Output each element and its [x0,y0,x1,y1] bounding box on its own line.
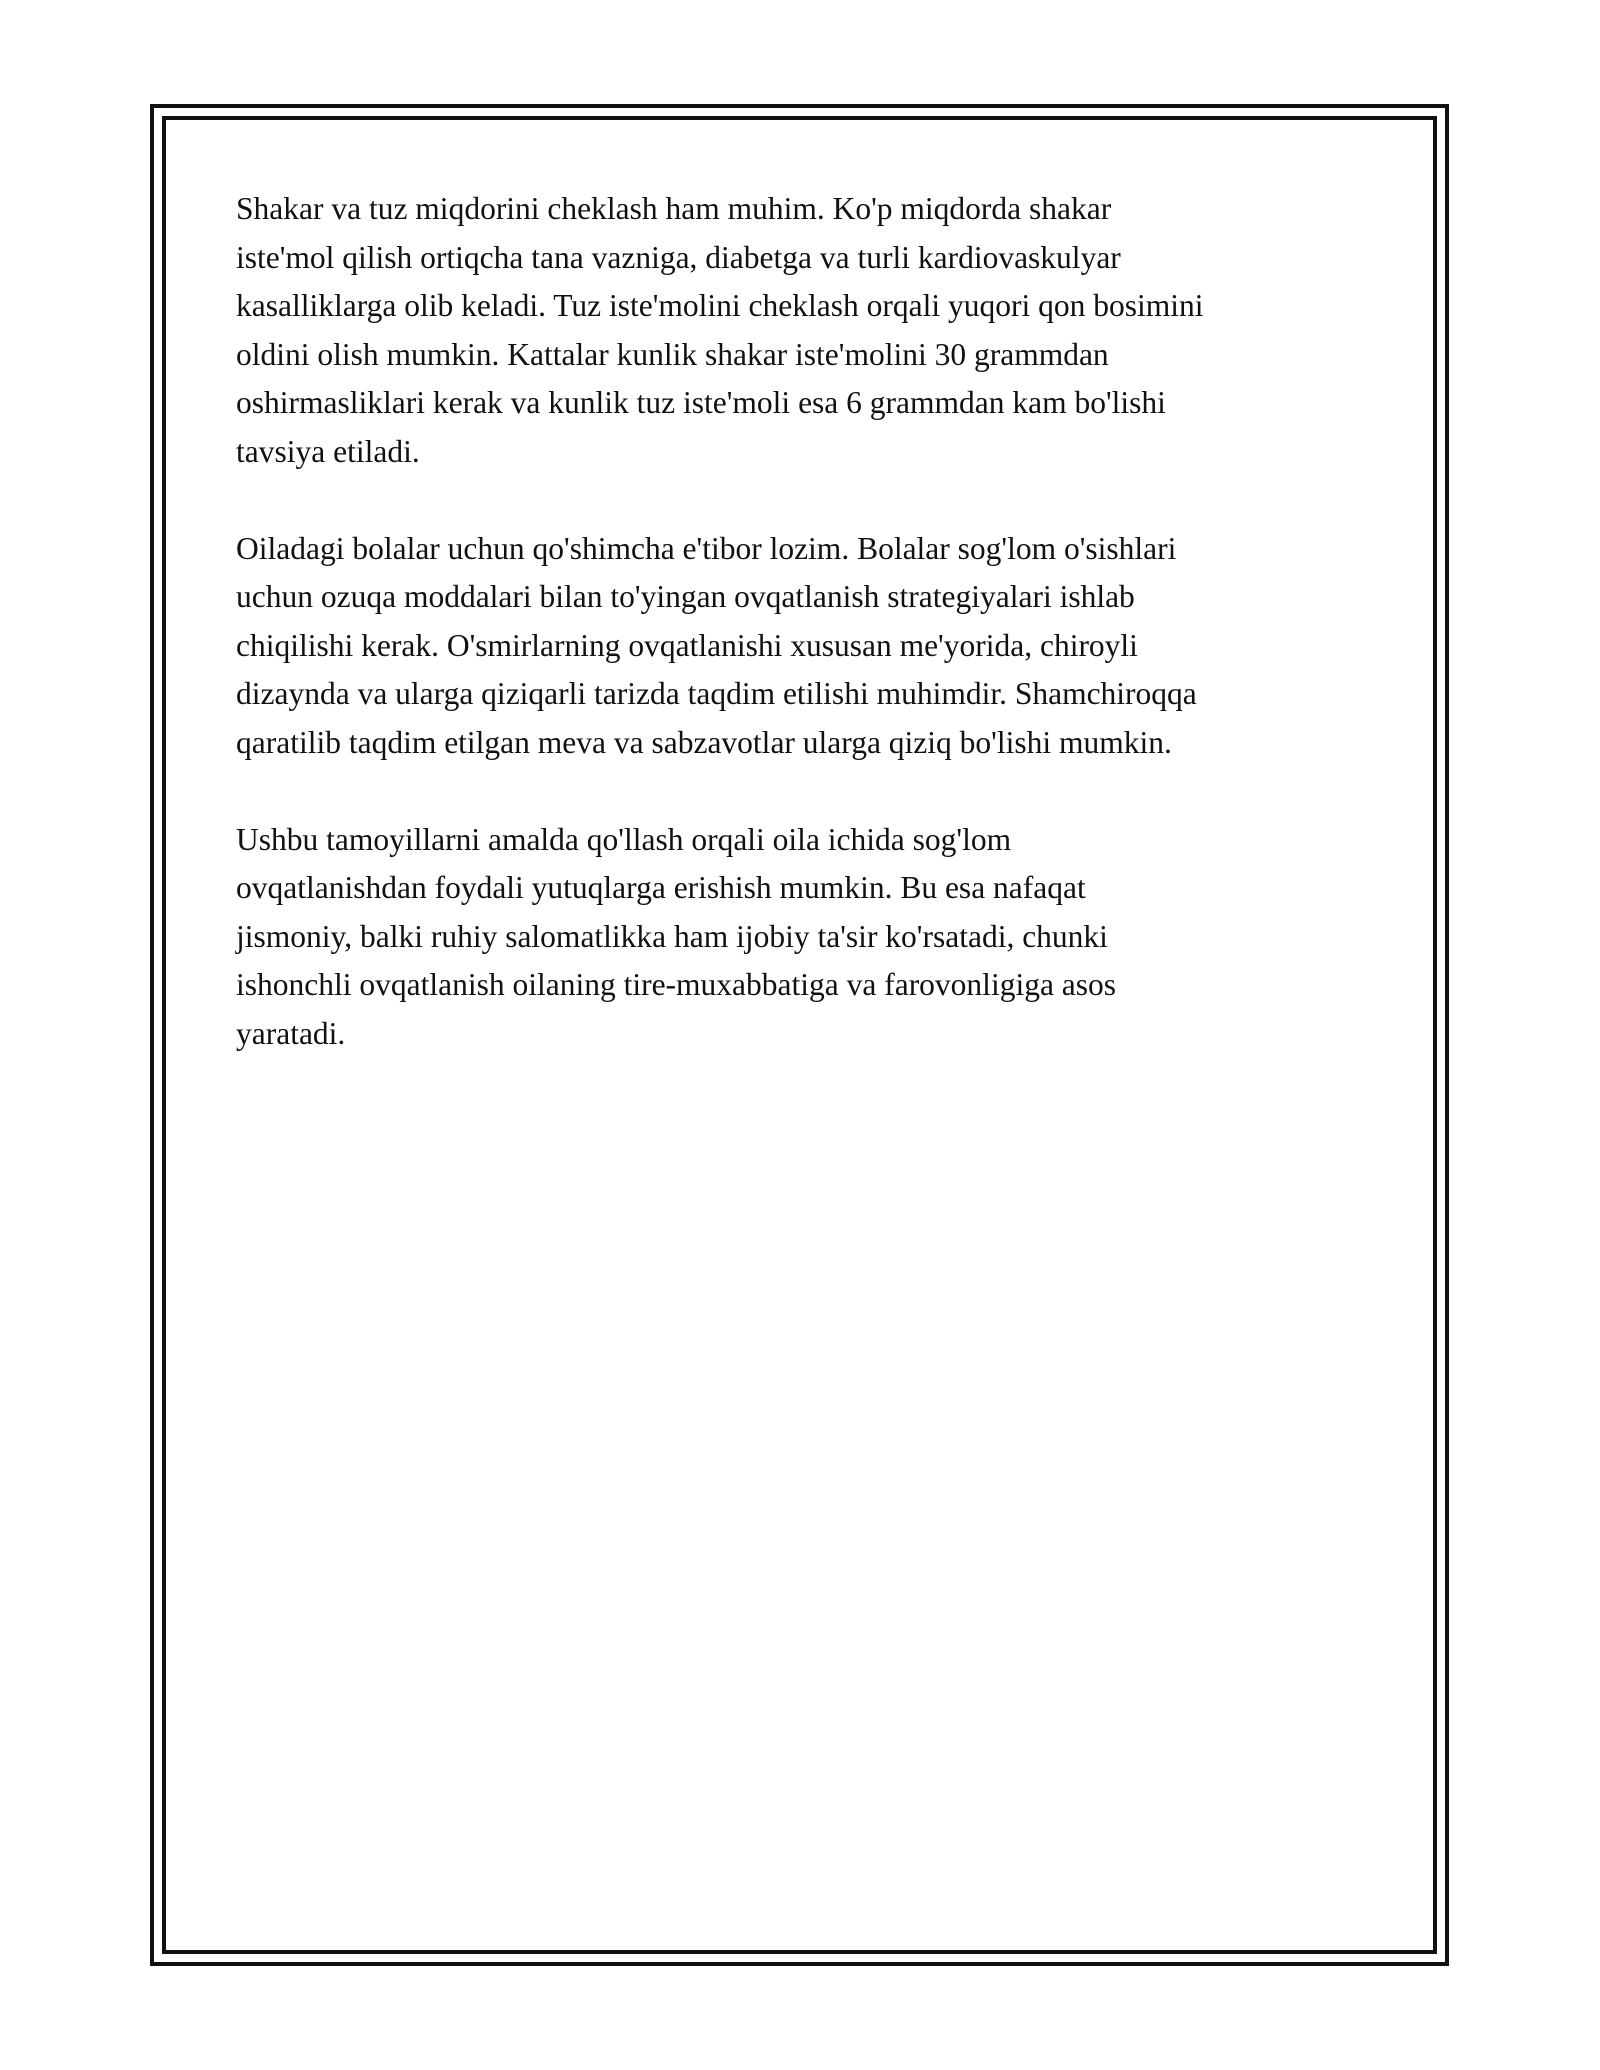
text-line: Shakar va tuz miqdorini cheklash ham muhim. Ko'p miqdorda shakar [236,191,1112,226]
text-line: uchun ozuqa moddalari bilan to'yingan ovqatlanish strategiyalari ishlab [236,579,1135,615]
text-line: iste'mol qilish ortiqcha tana vazniga, diabetga va turli kardiovaskulyar [236,239,1121,275]
text-line: chiqilishi kerak. O'smirlarning ovqatlanishi xususan me'yorida, chiroyli [236,627,1138,663]
text-line: Ushbu tamoyillarni amalda qo'llash orqali oila ichida sog'lom [236,821,1012,857]
document-body [236,185,1376,1107]
text-line: dizaynda va ularga qiziqarli tarizda taqdim etilishi muhimdir. Shamchiroqqa [236,676,1197,712]
text-line: ovqatlanishdan foydali yutuqlarga erishish mumkin. Bu esa nafaqat [236,870,1086,906]
text-line: oshirmasliklari kerak va kunlik tuz iste'moli esa 6 grammdan kam bo'lishi [236,385,1166,421]
text-line: qaratilib taqdim etilgan meva va sabzavotlar ularga qiziq bo'lishi mumkin. [236,724,1172,760]
text-line: jismoniy, balki ruhiy salomatlikka ham ijobiy ta'sir ko'rsatadi, chunki [236,918,1108,954]
text-line: yaratadi. [236,1015,346,1051]
text-line: tavsiya etiladi. [236,433,420,469]
text-line: oldini olish mumkin. Kattalar kunlik shakar iste'molini 30 grammdan [236,336,1109,372]
paragraph-conclusion [236,816,1376,1059]
text-line: ishonchli ovqatlanish oilaning tire-muxabbatiga va farovonligiga asos [236,967,1117,1003]
paragraph-sugar-salt [236,185,1376,477]
text-line: Oiladagi bolalar uchun qo'shimcha e'tibor lozim. Bolalar sog'lom o'sishlari [236,530,1177,566]
paragraph-children [236,525,1376,768]
text-line: kasalliklarga olib keladi. Tuz iste'molini cheklash orqali yuqori qon bosimini [236,288,1204,324]
